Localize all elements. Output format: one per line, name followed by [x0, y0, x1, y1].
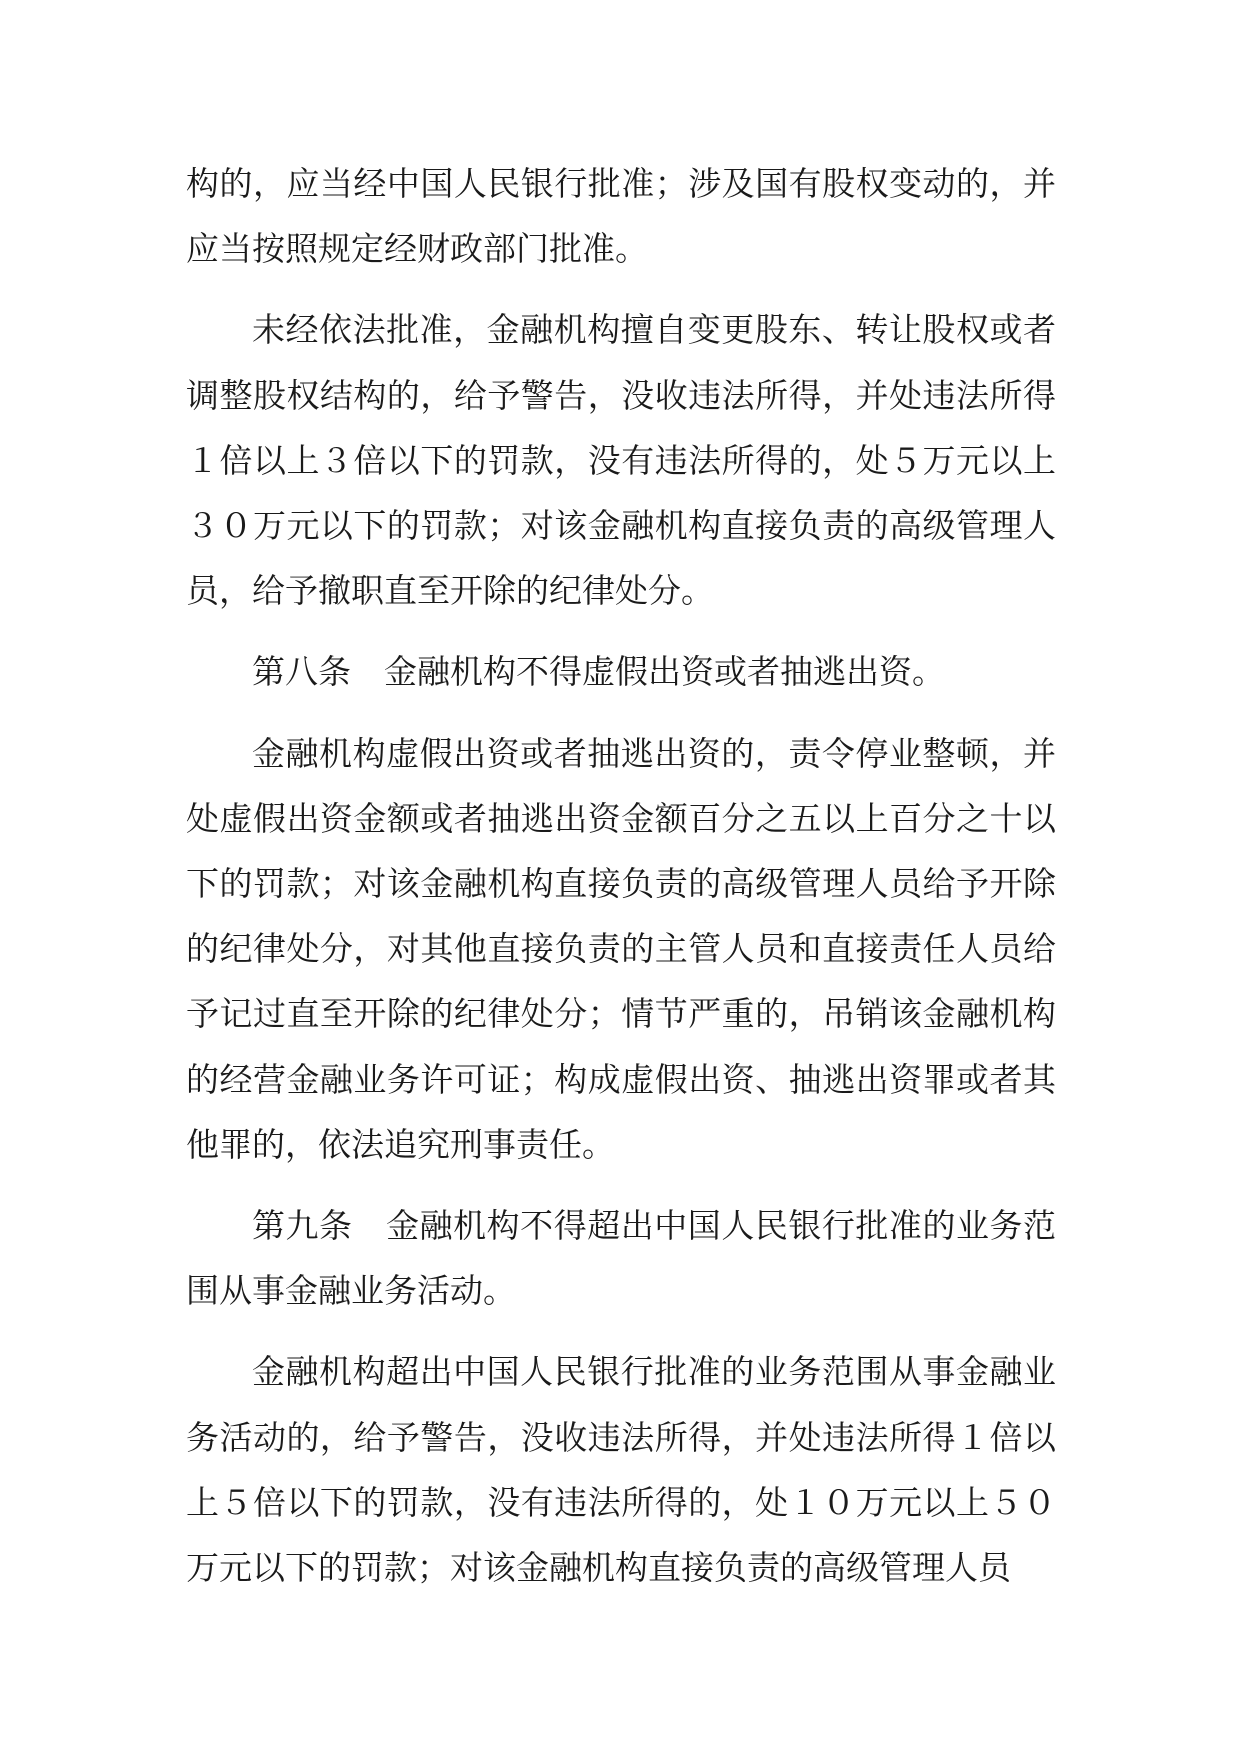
paragraph-penalty-business-scope: 金融机构超出中国人民银行批准的业务范围从事金融业务活动的，给予警告，没收违法所得，并处违法所得１倍以上５倍以下的罚款，没有违法所得的，处１０万元以上５０万元以下的罚款；对该金融机构直接负责的高级管理人员	[186, 1352, 1056, 1588]
paragraph-continuation: 构的，应当经中国人民银行批准；涉及国有股权变动的，并应当按照规定经财政部门批准。	[186, 164, 1056, 269]
article-nine	[186, 1193, 1056, 1323]
document-page	[186, 151, 1056, 1600]
article-eight-text: 金融机构不得虚假出资或者抽逃出资。	[384, 652, 945, 692]
article-nine-text: 金融机构不得超出中国人民银行批准的业务范围从事金融业务活动。	[186, 1206, 1057, 1311]
paragraph-penalty-false-capital: 金融机构虚假出资或者抽逃出资的，责令停业整顿，并处虚假出资金额或者抽逃出资金额百分之五以上百分之十以下的罚款；对该金融机构直接负责的高级管理人员给予开除的纪律处分，对其他直接负责的主管人员和直接责任人员给予记过直至开除的纪律处分；情节严重的，吊销该金融机构的经营金融业务许可证；构成虚假出资、抽逃出资罪或者其他罪的，依法追究刑事责任。	[186, 733, 1056, 1164]
article-nine-heading: 第九条	[252, 1206, 353, 1246]
article-eight	[186, 639, 1056, 704]
paragraph-penalty-equity-change: 未经依法批准，金融机构擅自变更股东、转让股权或者调整股权结构的，给予警告，没收违法所得，并处违法所得１倍以上３倍以下的罚款，没有违法所得的，处５万元以上３０万元以下的罚款；对该金融机构直接负责的高级管理人员，给予撤职直至开除的纪律处分。	[186, 310, 1056, 611]
article-eight-heading: 第八条	[252, 652, 351, 692]
